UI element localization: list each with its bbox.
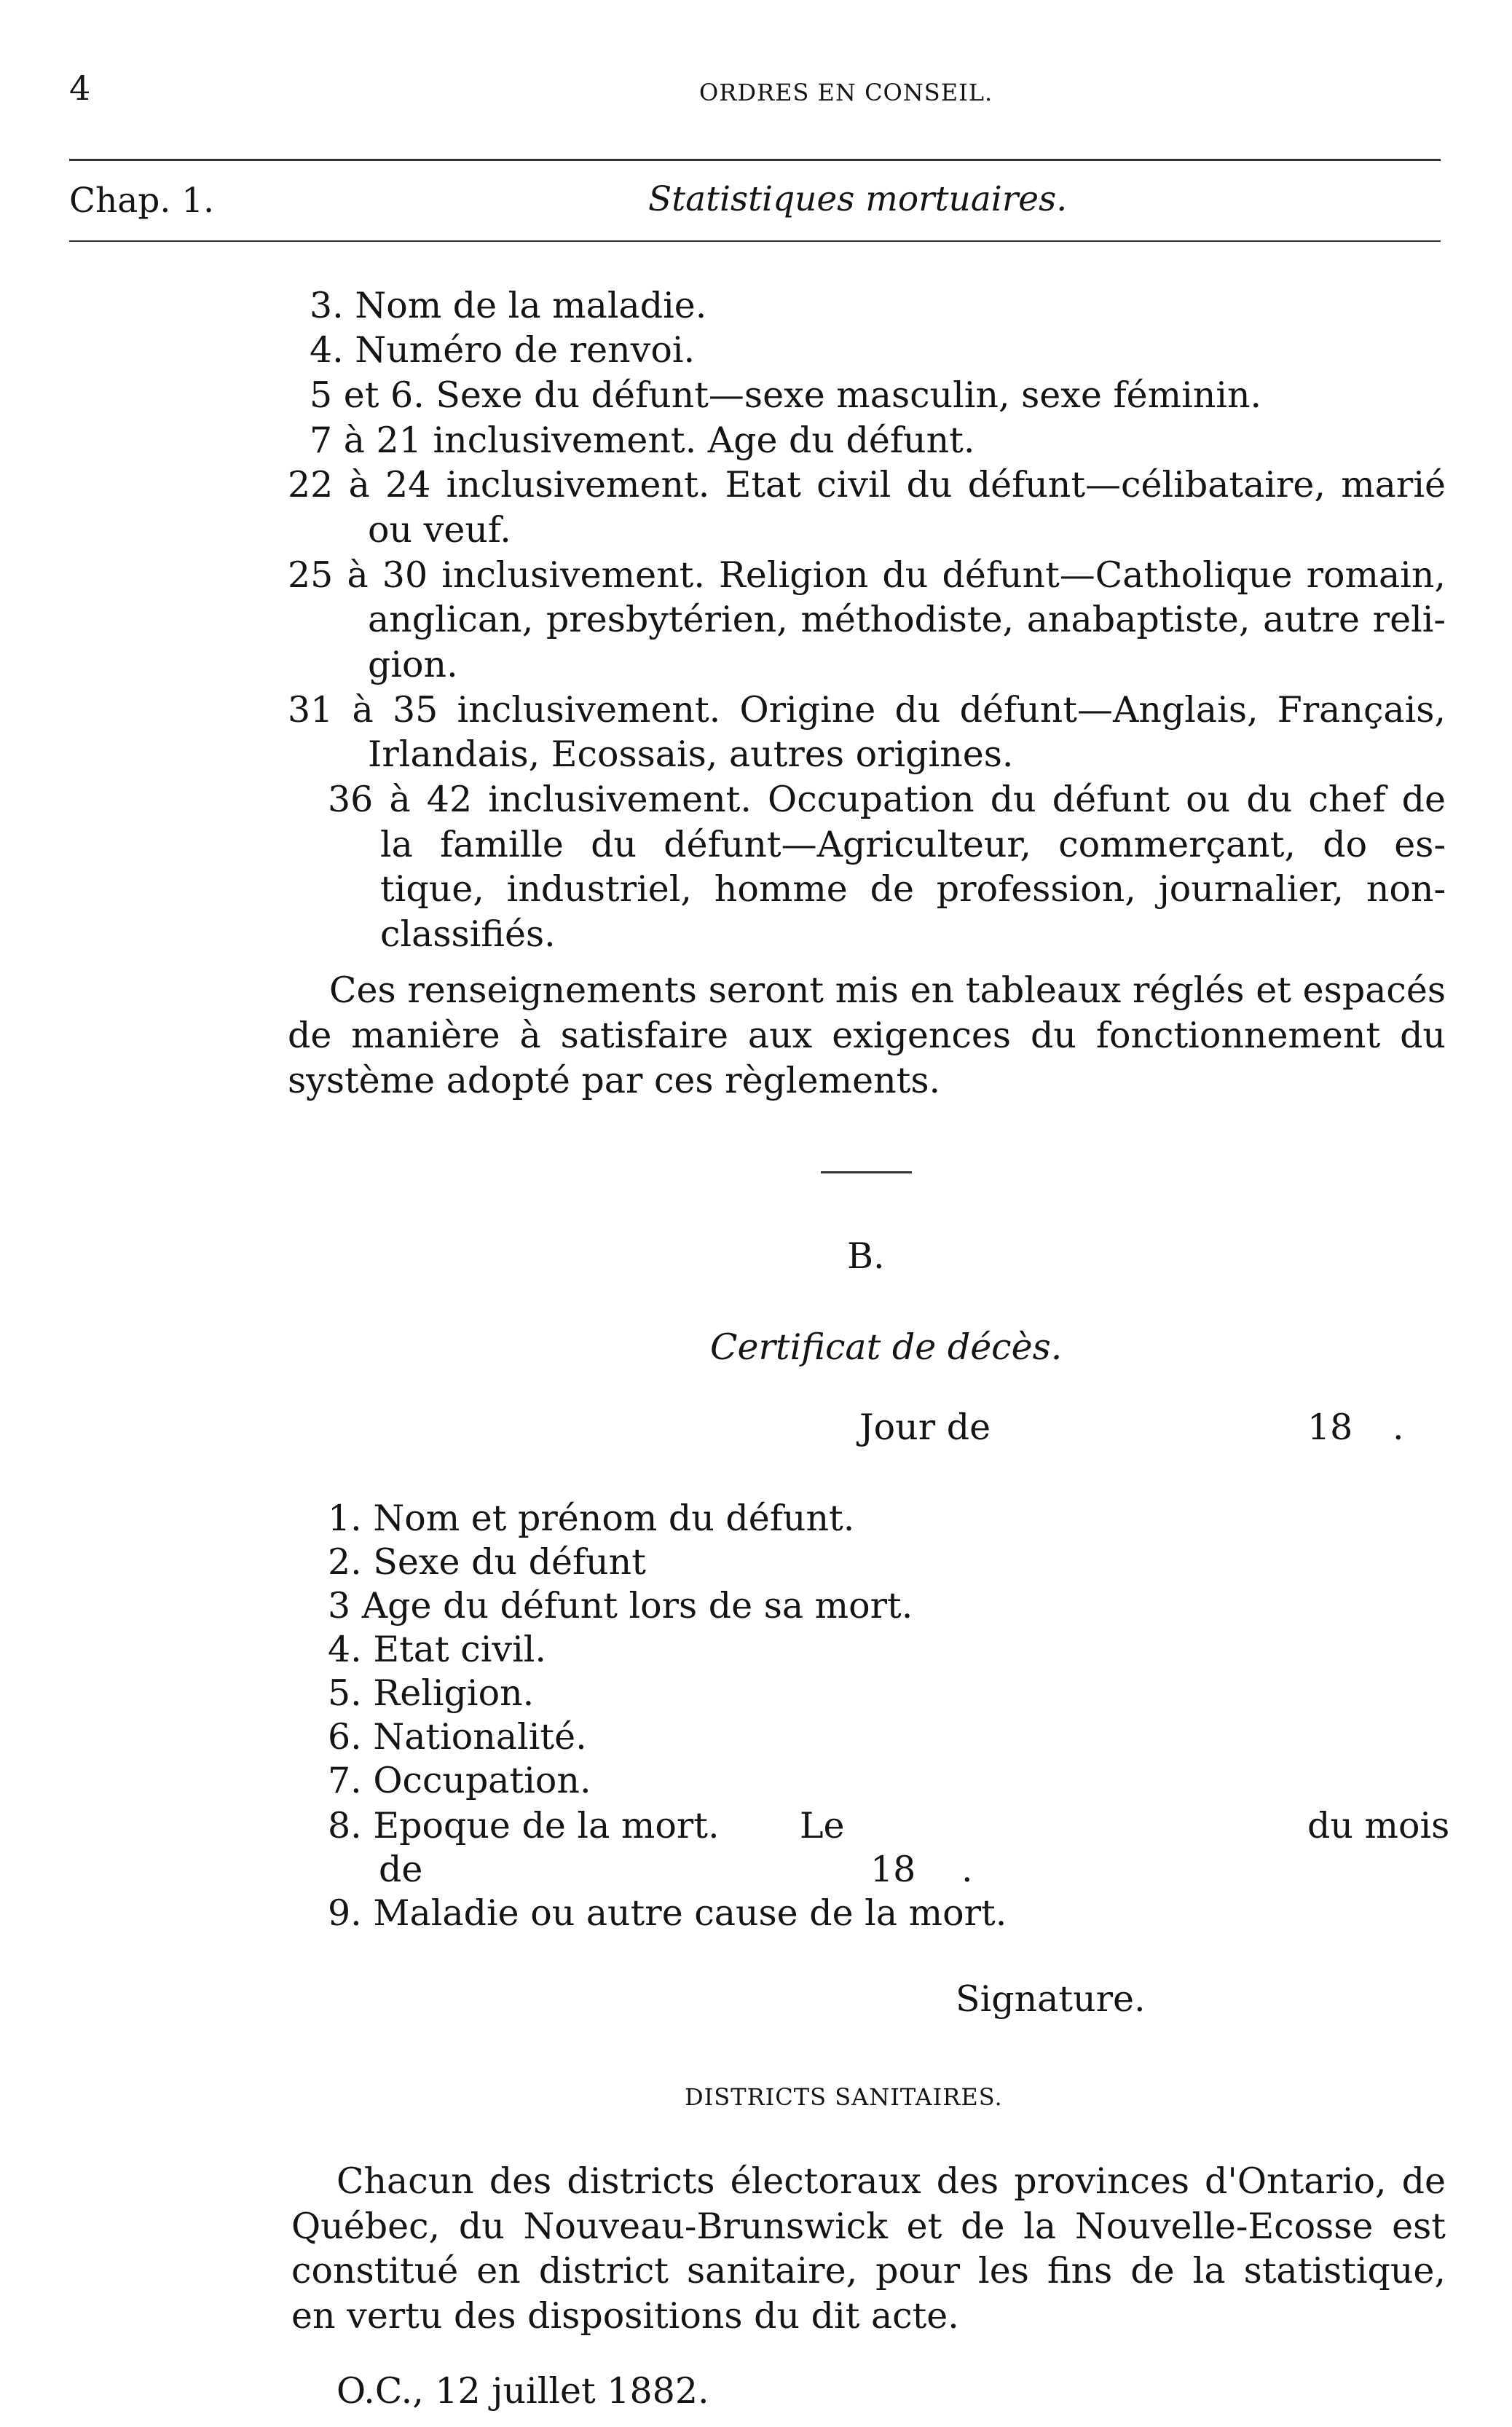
districts-paragraph-line: constitué en district sanitaire, pour les fins de la statistique, <box>291 2250 1446 2292</box>
schedule-item: 4. Numéro de renvoi. <box>310 329 696 371</box>
schedule-item: 5 et 6. Sexe du défunt—sexe masculin, sexe féminin. <box>310 374 1262 416</box>
header-rule-top <box>69 159 1441 161</box>
order-date: O.C., 12 juillet 1882. <box>336 2370 709 2412</box>
certificate-title: Certificat de décès. <box>710 1326 1063 1368</box>
schedule-item: 3. Nom de la maladie. <box>310 285 707 326</box>
districts-heading: DISTRICTS SANITAIRES. <box>685 2083 1003 2111</box>
schedule-item: 7 à 21 inclusivement. Age du défunt. <box>310 420 975 461</box>
certificate-field: 7. Occupation. <box>328 1760 591 1801</box>
schedule-item-line: 22 à 24 inclusivement. Etat civil du défunt—célibataire, marié <box>288 464 1446 506</box>
field8-dot: . <box>961 1849 973 1890</box>
certificate-field: 1. Nom et prénom du défunt. <box>328 1498 855 1539</box>
certificate-field: 8. Epoque de la mort. <box>328 1805 720 1846</box>
date-year: 18 <box>1307 1407 1353 1448</box>
schedule-item-line: 36 à 42 inclusivement. Occupation du défunt ou du chef de <box>328 779 1446 820</box>
certificate-field: 6. Nationalité. <box>328 1716 587 1758</box>
districts-paragraph-line: en vertu des dispositions du dit acte. <box>291 2295 959 2337</box>
chapter-label: Chap. 1. <box>69 181 215 221</box>
schedule-item-line: Irlandais, Ecossais, autres origines. <box>368 733 1014 775</box>
closing-paragraph-line: Ces renseignements seront mis en tableaux réglés et espacés <box>329 969 1446 1011</box>
field8-le: Le <box>800 1805 845 1846</box>
field8-de: de <box>379 1849 423 1890</box>
districts-paragraph-line: Québec, du Nouveau-Brunswick et de la Nouvelle-Ecosse est <box>291 2206 1446 2247</box>
closing-paragraph-line: de manière à satisfaire aux exigences du fonctionnement du <box>288 1015 1446 1056</box>
field8-du-mois: du mois <box>1307 1805 1450 1846</box>
certificate-field: 2. Sexe du défunt <box>328 1541 646 1583</box>
schedule-item-line: 25 à 30 inclusivement. Religion du défunt—Catholique romain, <box>288 554 1446 596</box>
field8-year: 18 <box>870 1849 916 1890</box>
schedule-item-line: gion. <box>368 644 458 685</box>
signature-label: Signature. <box>956 1978 1146 2020</box>
date-prefix: Jour de <box>859 1407 991 1448</box>
schedule-item-line: tique, industriel, homme de profession, journalier, non- <box>380 868 1446 910</box>
closing-paragraph-line: système adopté par ces règlements. <box>288 1060 941 1101</box>
schedule-item-line: ou veuf. <box>368 509 511 551</box>
header-rule-bottom <box>69 240 1441 242</box>
page-number: 4 <box>69 68 91 108</box>
certificate-field: 9. Maladie ou autre cause de la mort. <box>328 1892 1007 1934</box>
schedule-item-line: la famille du défunt—Agriculteur, commerçant, do es- <box>380 824 1446 865</box>
schedule-item-line: anglican, presbytérien, méthodiste, anabaptiste, autre reli- <box>368 599 1446 640</box>
certificate-field: 3 Age du défunt lors de sa mort. <box>328 1585 913 1626</box>
schedule-item-line: classifiés. <box>380 913 556 955</box>
schedule-item-line: 31 à 35 inclusivement. Origine du défunt—Anglais, Français, <box>288 689 1446 731</box>
running-title: ORDRES EN CONSEIL. <box>699 79 993 106</box>
section-title: Statistiques mortuaires. <box>648 179 1068 219</box>
certificate-field: 4. Etat civil. <box>328 1629 546 1670</box>
section-letter: B. <box>847 1235 885 1277</box>
districts-paragraph-line: Chacun des districts électoraux des provinces d'Ontario, de <box>336 2160 1446 2202</box>
certificate-field: 5. Religion. <box>328 1672 535 1714</box>
date-dot: . <box>1393 1407 1404 1448</box>
section-divider <box>821 1171 912 1173</box>
